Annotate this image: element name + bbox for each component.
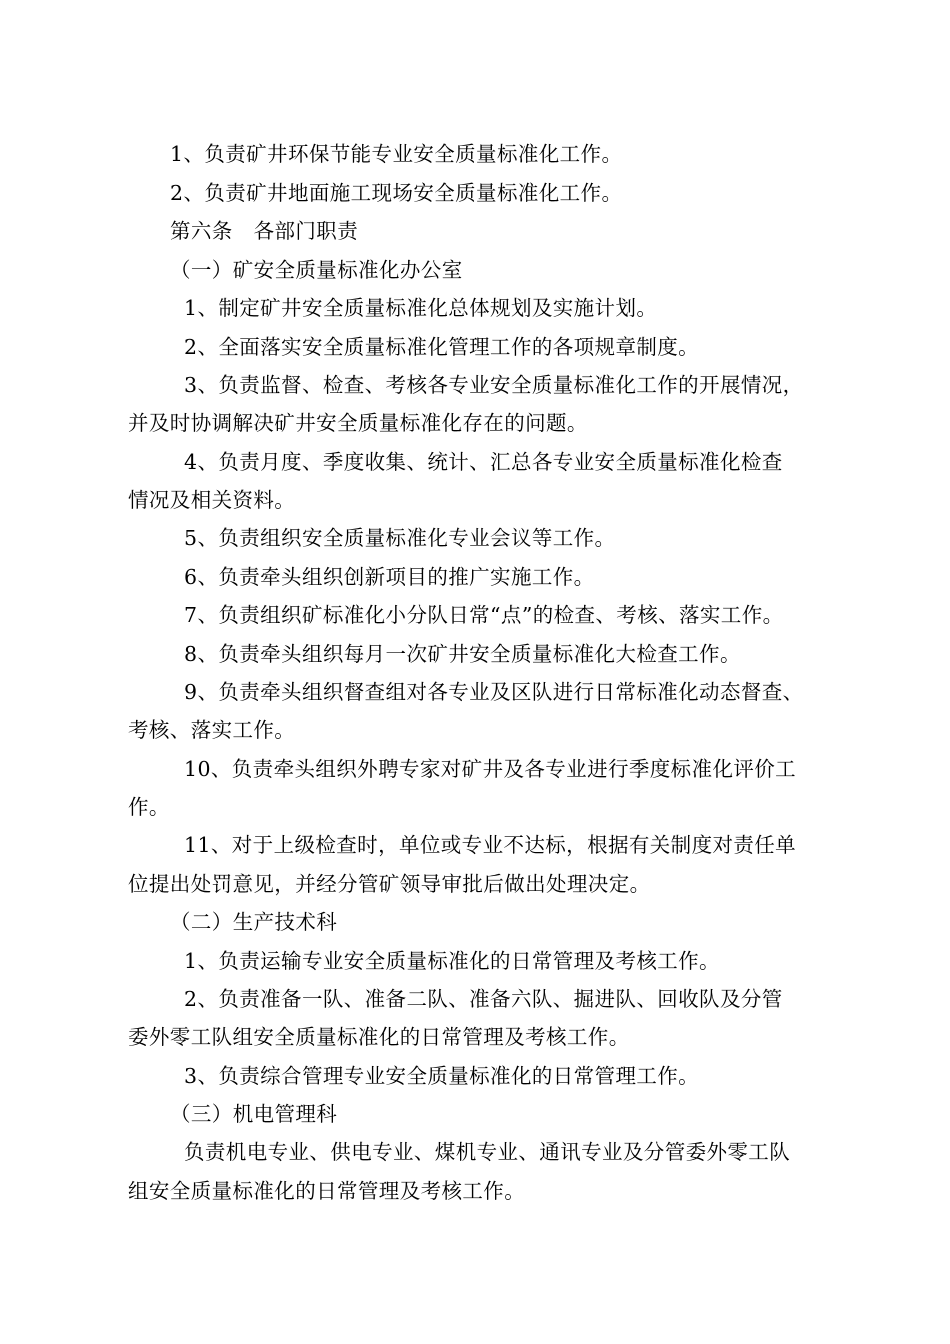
text-line: 作。 <box>128 795 170 819</box>
subsection-heading: （二）生产技术科 <box>170 910 338 934</box>
text-line: 负责机电专业、供电专业、煤机专业、通讯专业及分管委外零工队 <box>184 1140 791 1164</box>
text-line: 7、负责组织矿标准化小分队日常“点”的检查、考核、落实工作。 <box>184 603 784 627</box>
text-line: 8、负责牵头组织每月一次矿井安全质量标准化大检查工作。 <box>184 642 741 666</box>
text-line: 1、负责运输专业安全质量标准化的日常管理及考核工作。 <box>184 949 720 973</box>
subsection-heading: （一）矿安全质量标准化办公室 <box>170 258 463 282</box>
text-line: 考核、落实工作。 <box>128 718 296 742</box>
text-line: 10、负责牵头组织外聘专家对矿井及各专业进行季度标准化评价工 <box>184 757 797 781</box>
text-line: 2、全面落实安全质量标准化管理工作的各项规章制度。 <box>184 335 700 359</box>
text-line: 3、负责监督、检查、考核各专业安全质量标准化工作的开展情况， <box>184 373 804 397</box>
text-line: 3、负责综合管理专业安全质量标准化的日常管理工作。 <box>184 1064 700 1088</box>
text-line: 组安全质量标准化的日常管理及考核工作。 <box>128 1179 526 1203</box>
text-line: 9、负责牵头组织督查组对各专业及区队进行日常标准化动态督查、 <box>184 680 804 704</box>
text-line: 1、负责矿井环保节能专业安全质量标准化工作。 <box>170 142 623 166</box>
text-line: 情况及相关资料。 <box>128 488 296 512</box>
text-line: 6、负责牵头组织创新项目的推广实施工作。 <box>184 565 595 589</box>
text-line: 1、制定矿井安全质量标准化总体规划及实施计划。 <box>184 296 658 320</box>
text-line: 位提出处罚意见，并经分管矿领导审批后做出处理决定。 <box>128 872 651 896</box>
text-line: 并及时协调解决矿井安全质量标准化存在的问题。 <box>128 411 588 435</box>
text-line: 2、负责准备一队、准备二队、准备六队、掘进队、回收队及分管 <box>184 987 783 1011</box>
text-line: 11、对于上级检查时，单位或专业不达标，根据有关制度对责任单 <box>184 833 797 857</box>
text-line: 委外零工队组安全质量标准化的日常管理及考核工作。 <box>128 1025 630 1049</box>
text-line: 2、负责矿井地面施工现场安全质量标准化工作。 <box>170 181 623 205</box>
text-line: 5、负责组织安全质量标准化专业会议等工作。 <box>184 526 616 550</box>
text-line: 4、负责月度、季度收集、统计、汇总各专业安全质量标准化检查 <box>184 450 783 474</box>
section-heading: 第六条 各部门职责 <box>170 219 359 243</box>
subsection-heading: （三）机电管理科 <box>170 1102 338 1126</box>
